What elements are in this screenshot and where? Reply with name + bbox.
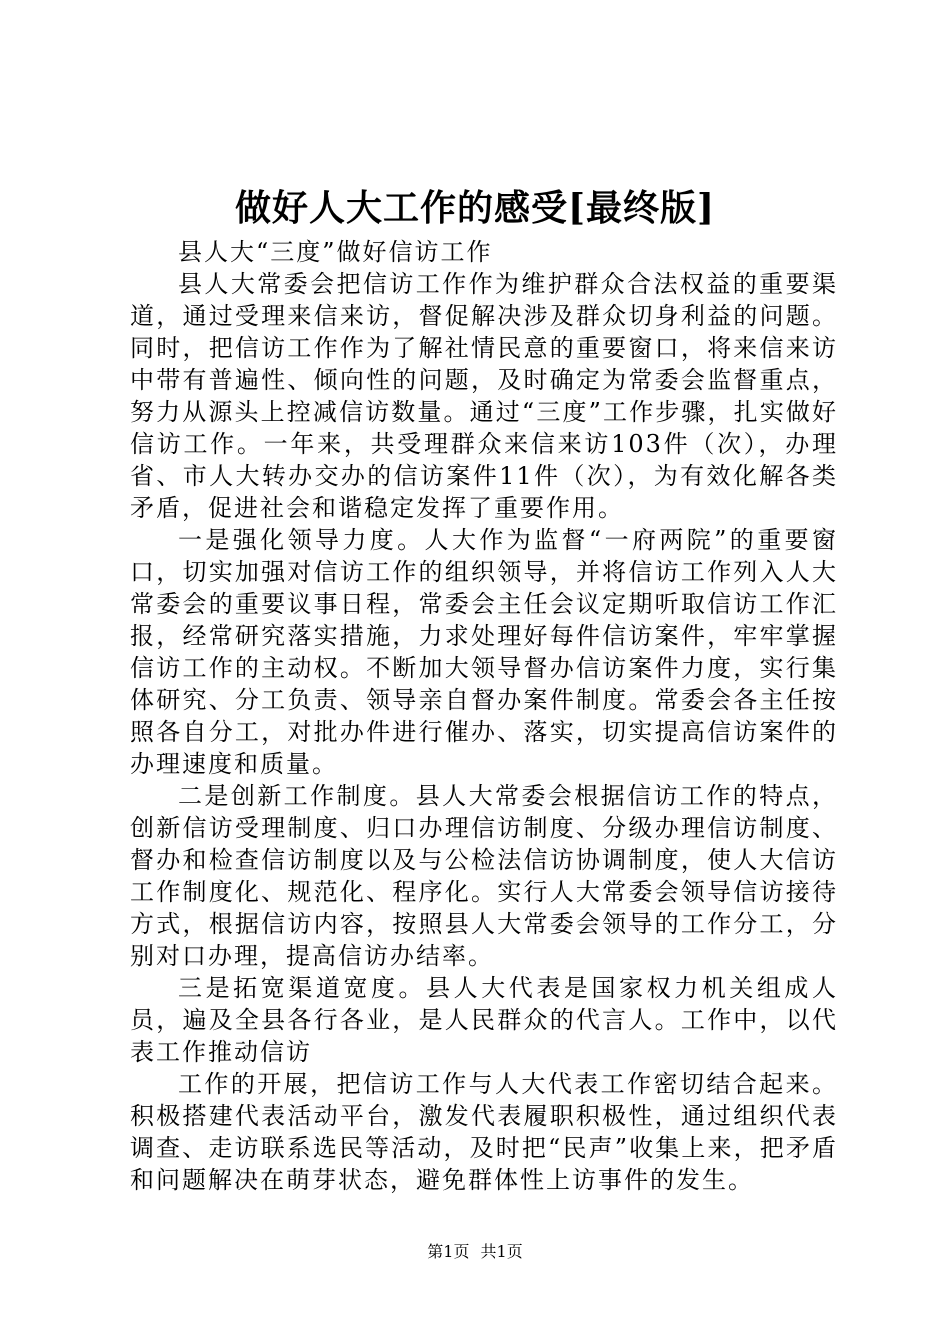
paragraph-point-three: 三是拓宽渠道宽度。县人大代表是国家权力机关组成人员，遍及全县各行各业，是人民群众的代言人。工作中，以代表工作推动信访 (130, 974, 838, 1066)
paragraph-intro: 县人大常委会把信访工作作为维护群众合法权益的重要渠道，通过受理来信来访，督促解决涉及群众切身利益的问题。同时，把信访工作作为了解社情民意的重要窗口，将来信来访中带有普遍性、倾向性的问题，及时确定为常委会监督重点，努力从源头上控减信访数量。通过“三度”工作步骤，扎实做好信访工作。一年来，共受理群众来信来访103件（次），办理省、市人大转办交办的信访案件11件（次），为有效化解各类矛盾，促进社会和谐稳定发挥了重要作用。 (130, 270, 838, 522)
paragraph-subtitle: 县人大“三度”做好信访工作 (178, 238, 493, 266)
paragraph-point-two: 二是创新工作制度。县人大常委会根据信访工作的特点，创新信访受理制度、归口办理信访制度、分级办理信访制度、督办和检查信访制度以及与公检法信访协调制度，使人大信访工作制度化、规范化、程序化。实行人大常委会领导信访接待方式，根据信访内容，按照县人大常委会领导的工作分工，分别对口办理，提高信访办结率。 (130, 782, 838, 970)
page-number: 第1页 (427, 1242, 470, 1261)
page-total: 共1页 (480, 1242, 523, 1261)
paragraph-conclusion: 工作的开展，把信访工作与人大代表工作密切结合起来。积极搭建代表活动平台，激发代表履职积极性，通过组织代表调查、走访联系选民等活动，及时把“民声”收集上来，把矛盾和问题解决在萌芽状态，避免群体性上访事件的发生。 (130, 1070, 838, 1194)
paragraph-point-one: 一是强化领导力度。人大作为监督“一府两院”的重要窗口，切实加强对信访工作的组织领导，并将信访工作列入人大常委会的重要议事日程，常委会主任会议定期听取信访工作汇报，经常研究落实措施，力求处理好每件信访案件，牢牢掌握信访工作的主动权。不断加大领导督办信访案件力度，实行集体研究、分工负责、领导亲自督办案件制度。常委会各主任按照各自分工，对批办件进行催办、落实，切实提高信访案件的办理速度和质量。 (130, 526, 838, 778)
page-footer (0, 1240, 950, 1264)
document-body (130, 236, 838, 1196)
document-title: 做好人大工作的感受[最终版] (234, 187, 716, 229)
